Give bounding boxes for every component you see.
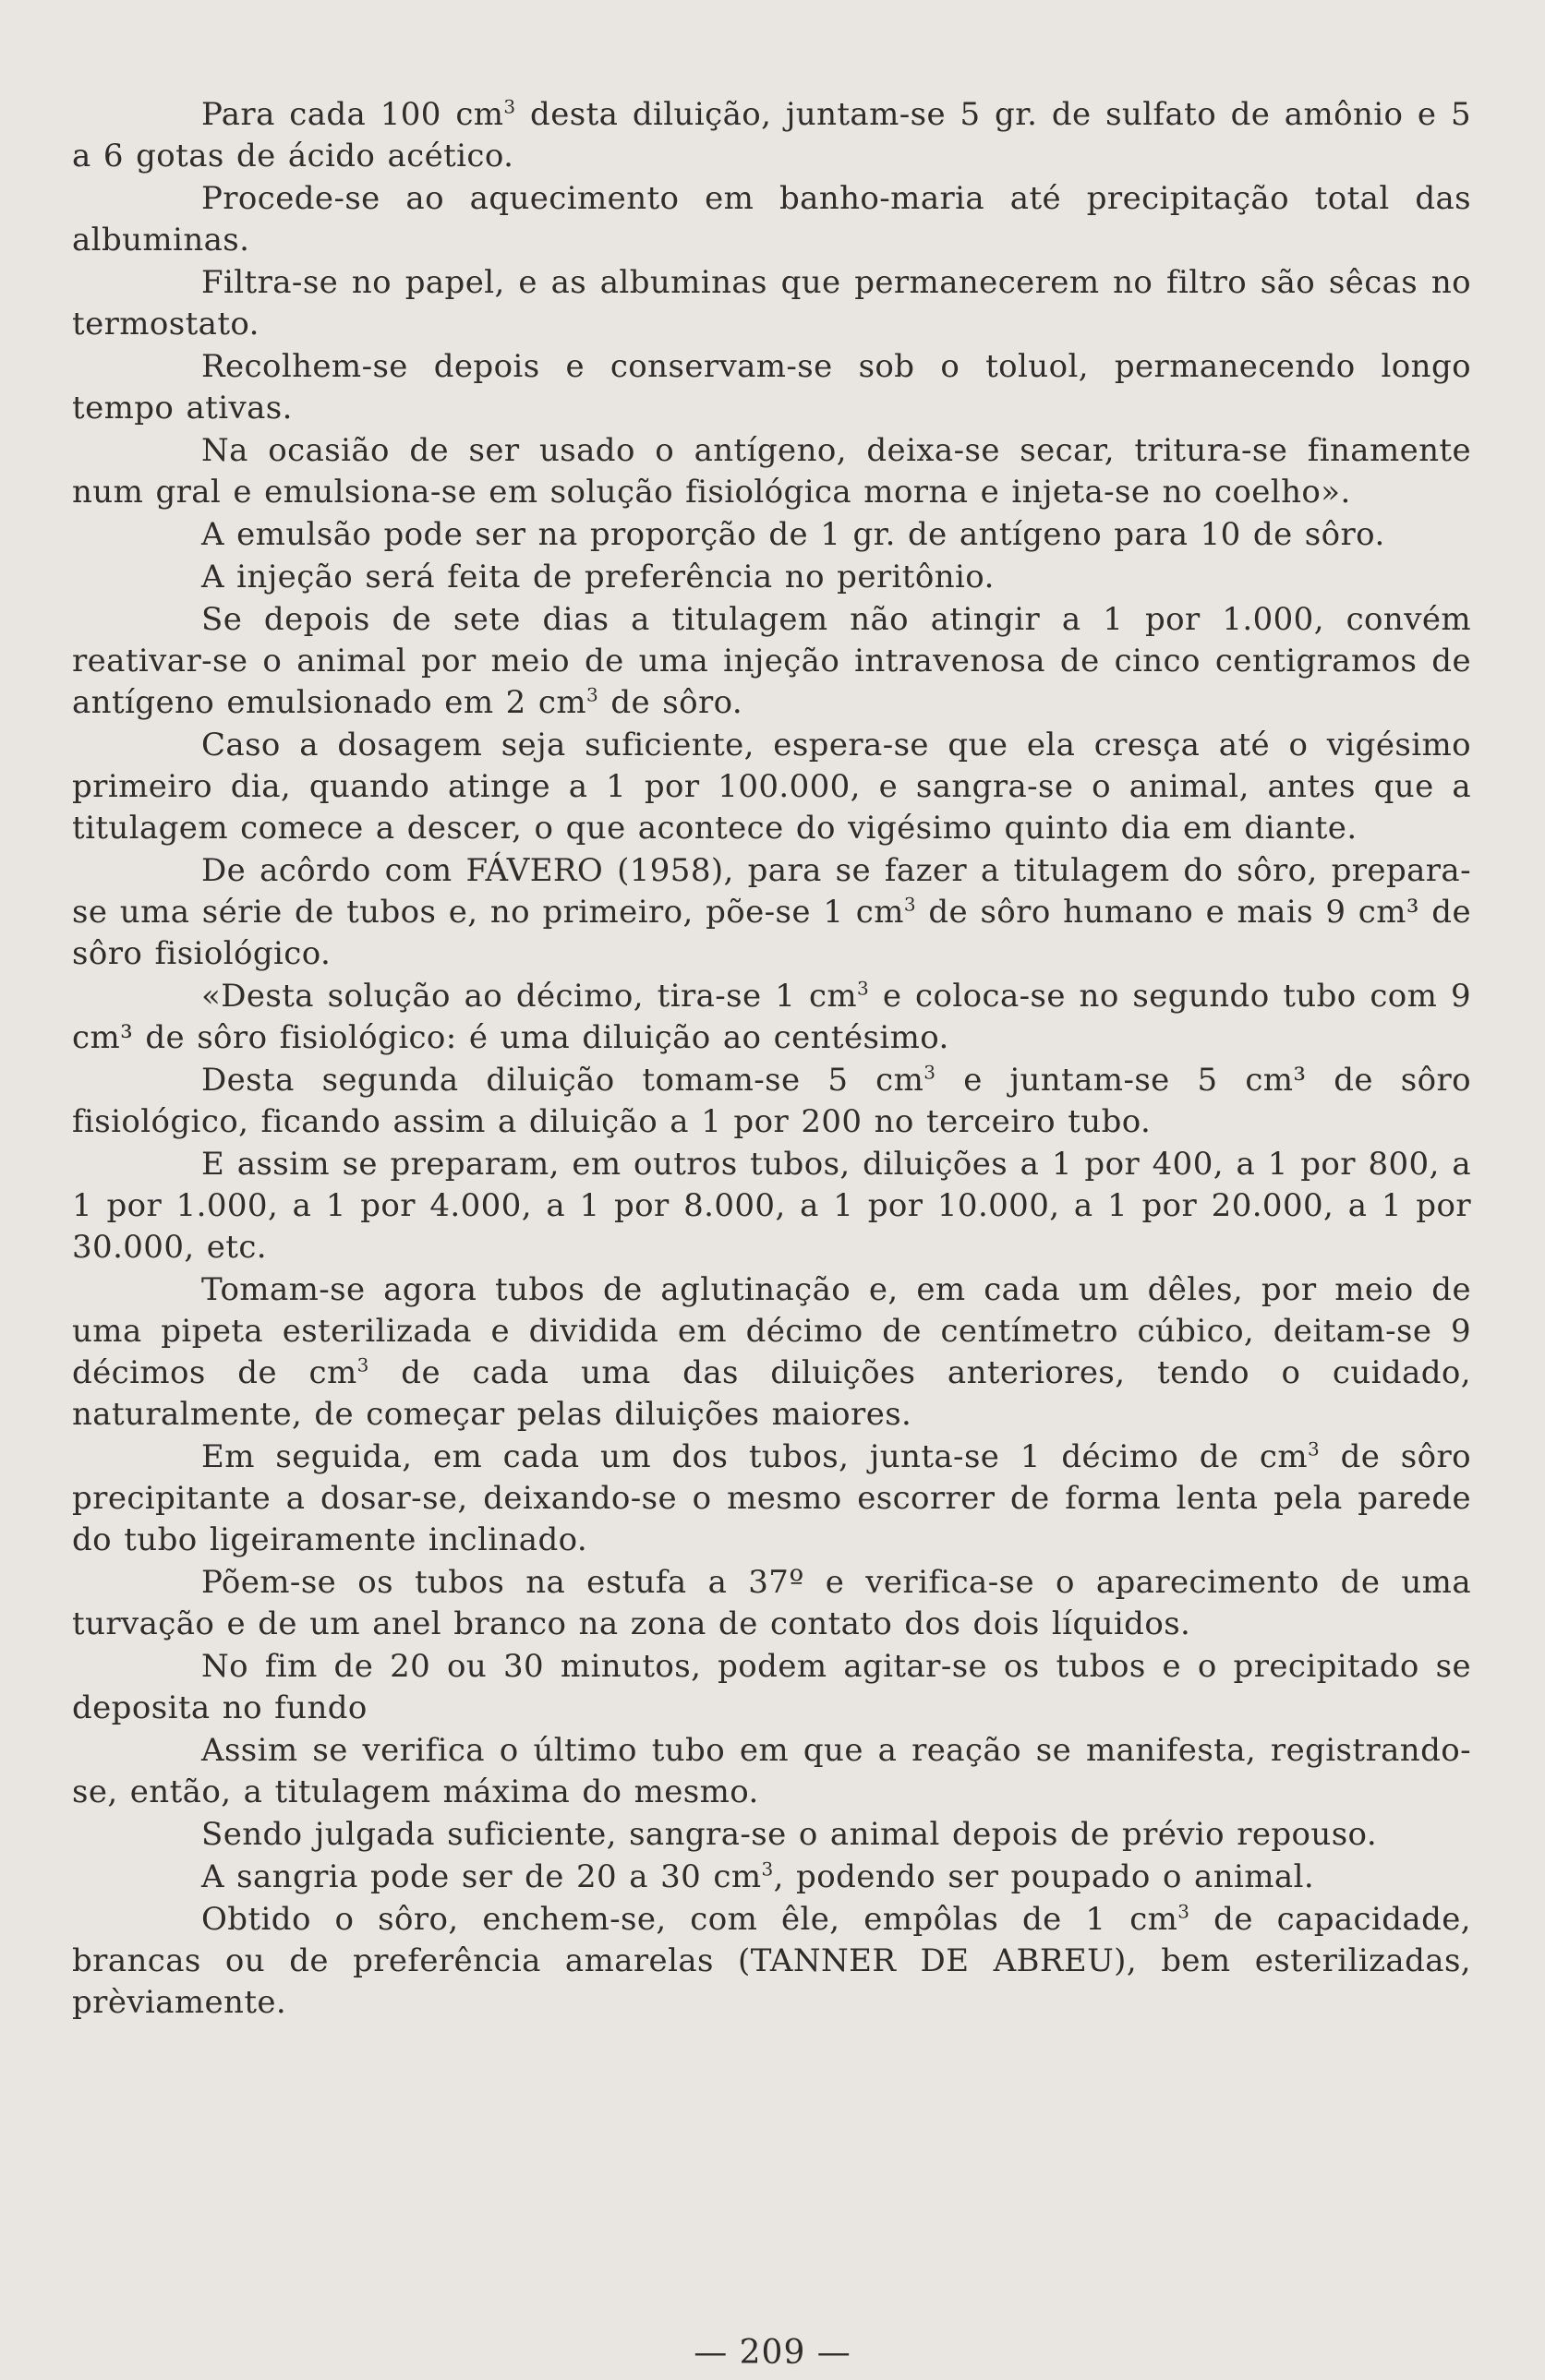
body-text	[72, 94, 1471, 2024]
paragraph-text-continued: de cada uma das diluições anteriores, tendo o cuidado, naturalmente, de começar pelas diluições maiores.	[72, 1354, 1471, 1433]
paragraph-text: A sangria pode ser de 20 a 30 cm	[201, 1858, 762, 1895]
superscript: 3	[1307, 1437, 1321, 1460]
paragraph-text: A emulsão pode ser na proporção de 1 gr. de antígeno para 10 de sôro.	[201, 516, 1385, 553]
paragraph-text: Sendo julgada suficiente, sangra-se o animal depois de prévio repouso.	[201, 1816, 1378, 1853]
paragraph-text: Desta segunda diluição tomam-se 5 cm	[201, 1062, 924, 1099]
paragraph-text: Em seguida, em cada um dos tubos, junta-se 1 décimo de cm	[201, 1438, 1308, 1475]
paragraph	[72, 94, 1471, 177]
paragraph	[72, 850, 1471, 975]
paragraph	[72, 1730, 1471, 1813]
paragraph-text: Se depois de sete dias a titulagem não atingir a 1 por 1.000, convém reativar-se o animal por meio de uma injeção intravenosa de cinco centigramos de antígeno emulsionado em 2 cm	[72, 601, 1471, 721]
paragraph-text: Procede-se ao aquecimento em banho-maria até precipitação total das albuminas.	[72, 180, 1471, 258]
paragraph	[72, 178, 1471, 261]
superscript: 3	[503, 95, 516, 118]
paragraph-text: Caso a dosagem seja suficiente, espera-se que ela cresça até o vigésimo primeiro dia, quando atinge a 1 por 100.000, e sangra-se o animal, antes que a titulagem comece a descer, o que acontece do vigésimo quinto dia em diante.	[72, 727, 1471, 847]
paragraph-text: Põem-se os tubos na estufa a 37º e verifica-se o aparecimento de uma turvação e de um anel branco na zona de contato dos dois líquidos.	[72, 1564, 1471, 1642]
paragraph	[72, 1646, 1471, 1729]
paragraph	[72, 430, 1471, 513]
paragraph	[72, 1436, 1471, 1561]
paragraph-text-continued: e juntam-se 5 cm³ de sôro fisiológico, ficando assim a diluição a 1 por 200 no terceiro tubo.	[72, 1062, 1471, 1140]
paragraph-text-continued: e coloca-se no segundo tubo com 9 cm³ de sôro fisiológico: é uma diluição ao centésimo.	[72, 978, 1471, 1056]
superscript: 3	[1177, 1900, 1190, 1923]
paragraph-text: No fim de 20 ou 30 minutos, podem agitar-se os tubos e o precipitado se deposita no fundo	[72, 1648, 1471, 1726]
page-number: — 209 —	[694, 2334, 851, 2372]
superscript: 3	[923, 1061, 936, 1084]
paragraph-text: «Desta solução ao décimo, tira-se 1 cm	[201, 978, 858, 1015]
paragraph-text: Obtido o sôro, enchem-se, com êle, empôlas de 1 cm	[201, 1901, 1178, 1938]
paragraph	[72, 1060, 1471, 1143]
paragraph	[72, 1144, 1471, 1268]
paragraph	[72, 1899, 1471, 2024]
paragraph-text-continued: , podendo ser poupado o animal.	[773, 1858, 1315, 1895]
paragraph-text: Recolhem-se depois e conservam-se sob o toluol, permanecendo longo tempo ativas.	[72, 348, 1471, 427]
paragraph-text: Tomam-se agora tubos de aglutinação e, em cada um dêles, por meio de uma pipeta esterilizada e dividida em décimo de centímetro cúbico, deitam-se 9 décimos de cm	[72, 1271, 1471, 1391]
paragraph	[72, 262, 1471, 345]
paragraph-text-continued: de sôro precipitante a dosar-se, deixando-se o mesmo escorrer de forma lenta pela parede do tubo ligeiramente inclinado.	[72, 1438, 1471, 1558]
paragraph-text: Assim se verifica o último tubo em que a reação se manifesta, registrando-se, então, a titulagem máxima do mesmo.	[72, 1732, 1471, 1810]
paragraph	[72, 725, 1471, 849]
paragraph-text: Filtra-se no papel, e as albuminas que permanecerem no filtro são sêcas no termostato.	[72, 264, 1471, 343]
paragraph	[72, 1814, 1471, 1856]
paragraph-text: De acôrdo com FÁVERO (1958), para se fazer a titulagem do sôro, prepara-se uma série de tubos e, no primeiro, põe-se 1 cm	[72, 852, 1471, 931]
paragraph-text: E assim se preparam, em outros tubos, diluições a 1 por 400, a 1 por 800, a 1 por 1.000, a 1 por 4.000, a 1 por 8.000, a 1 por 10.000, a 1 por 20.000, a 1 por 30.000, etc.	[72, 1146, 1471, 1266]
paragraph-text-continued: desta diluição, juntam-se 5 gr. de sulfato de amônio e 5 a 6 gotas de ácido acético.	[72, 96, 1471, 174]
superscript: 3	[903, 893, 916, 916]
paragraph	[72, 1562, 1471, 1645]
paragraph	[72, 557, 1471, 598]
paragraph	[72, 1269, 1471, 1436]
superscript: 3	[356, 1353, 369, 1376]
superscript: 3	[761, 1857, 774, 1881]
superscript: 3	[857, 977, 870, 1000]
paragraph-text: Para cada 100 cm	[201, 96, 504, 133]
paragraph	[72, 514, 1471, 556]
paragraph-text-continued: de capacidade, brancas ou de preferência amarelas (TANNER DE ABREU), bem esterilizadas, prèviamente.	[72, 1901, 1471, 2021]
paragraph-text-continued: de sôro.	[598, 684, 743, 721]
paragraph	[72, 976, 1471, 1059]
paragraph	[72, 599, 1471, 724]
paragraph	[72, 1857, 1471, 1898]
superscript: 3	[586, 683, 599, 706]
paragraph	[72, 346, 1471, 429]
paragraph-text: Na ocasião de ser usado o antígeno, deixa-se secar, tritura-se finamente num gral e emulsiona-se em solução fisiológica morna e injeta-se no coelho».	[72, 432, 1471, 511]
paragraph-text: A injeção será feita de preferência no peritônio.	[201, 559, 995, 595]
paragraph-text-continued: de sôro humano e mais 9 cm³ de sôro fisiológico.	[72, 894, 1471, 972]
